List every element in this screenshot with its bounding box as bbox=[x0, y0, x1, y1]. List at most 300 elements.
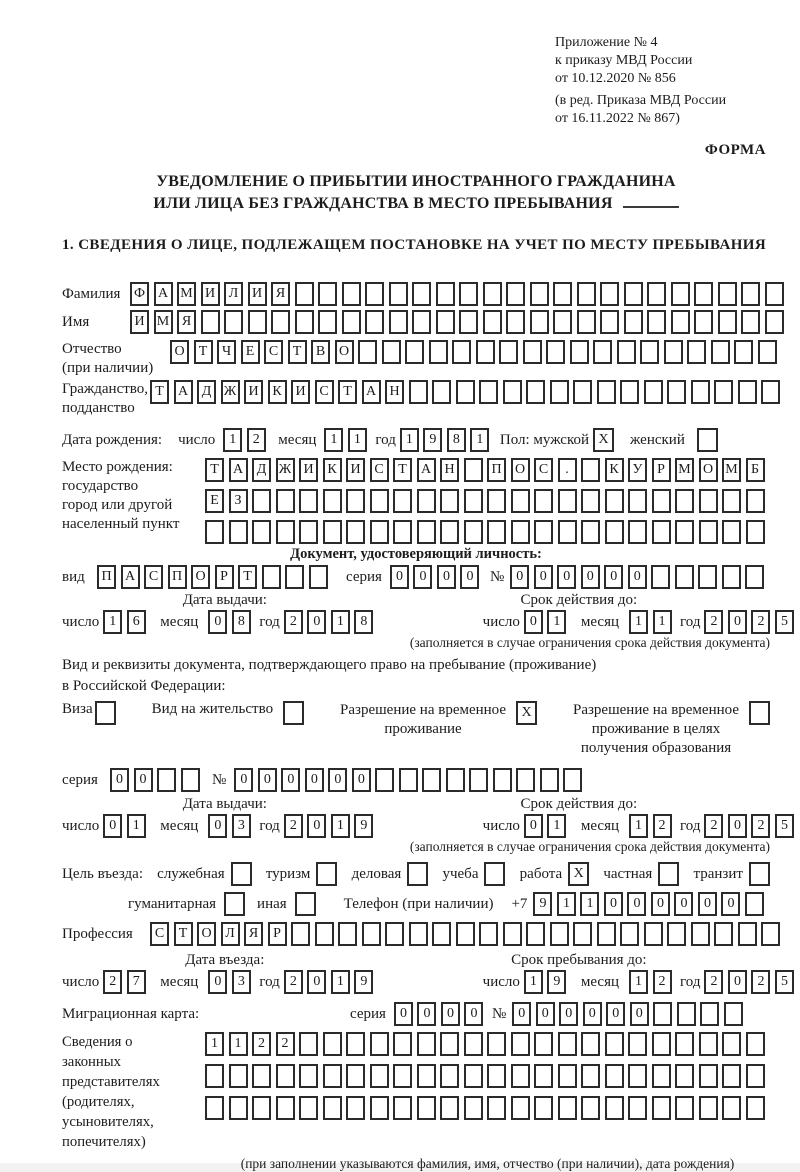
char-cell[interactable] bbox=[452, 340, 471, 364]
char-cell[interactable] bbox=[746, 520, 765, 544]
char-cell[interactable]: 0 bbox=[464, 1002, 483, 1026]
char-cell[interactable] bbox=[181, 768, 200, 792]
char-cell[interactable]: 0 bbox=[721, 892, 740, 916]
char-cell[interactable] bbox=[711, 340, 730, 364]
char-cell[interactable] bbox=[436, 282, 455, 306]
char-cell[interactable]: 2 bbox=[704, 814, 723, 838]
char-cell[interactable]: 2 bbox=[252, 1032, 271, 1056]
char-cell[interactable]: 0 bbox=[581, 565, 600, 589]
char-cell[interactable] bbox=[285, 565, 304, 589]
edu-permit-checkbox[interactable] bbox=[749, 701, 770, 725]
char-cell[interactable]: 0 bbox=[307, 814, 326, 838]
char-cell[interactable] bbox=[675, 520, 694, 544]
char-cell[interactable] bbox=[346, 489, 365, 513]
char-cell[interactable] bbox=[558, 1032, 577, 1056]
char-cell[interactable] bbox=[436, 310, 455, 334]
char-cell[interactable] bbox=[558, 1096, 577, 1120]
char-cell[interactable]: 0 bbox=[628, 565, 647, 589]
purpose-private-checkbox[interactable] bbox=[658, 862, 679, 886]
char-cell[interactable]: 0 bbox=[307, 610, 326, 634]
char-cell[interactable] bbox=[440, 489, 459, 513]
char-cell[interactable] bbox=[483, 282, 502, 306]
char-cell[interactable]: 0 bbox=[417, 1002, 436, 1026]
char-cell[interactable] bbox=[563, 768, 582, 792]
char-cell[interactable] bbox=[417, 489, 436, 513]
char-cell[interactable] bbox=[741, 282, 760, 306]
char-cell[interactable] bbox=[675, 489, 694, 513]
char-cell[interactable] bbox=[647, 282, 666, 306]
char-cell[interactable] bbox=[440, 520, 459, 544]
char-cell[interactable]: И bbox=[130, 310, 149, 334]
char-cell[interactable] bbox=[459, 282, 478, 306]
purpose-tourism-checkbox[interactable] bbox=[316, 862, 337, 886]
char-cell[interactable] bbox=[299, 489, 318, 513]
char-cell[interactable]: 0 bbox=[208, 970, 227, 994]
purpose-study-checkbox[interactable] bbox=[484, 862, 505, 886]
char-cell[interactable] bbox=[624, 310, 643, 334]
char-cell[interactable]: 1 bbox=[524, 970, 543, 994]
char-cell[interactable] bbox=[276, 520, 295, 544]
char-cell[interactable] bbox=[671, 282, 690, 306]
char-cell[interactable] bbox=[691, 922, 710, 946]
char-cell[interactable] bbox=[205, 1064, 224, 1088]
char-cell[interactable]: 1 bbox=[103, 610, 122, 634]
char-cell[interactable] bbox=[506, 310, 525, 334]
char-cell[interactable]: Ч bbox=[217, 340, 236, 364]
char-cell[interactable]: О bbox=[699, 458, 718, 482]
char-cell[interactable] bbox=[276, 1096, 295, 1120]
char-cell[interactable]: . bbox=[558, 458, 577, 482]
char-cell[interactable] bbox=[318, 310, 337, 334]
temp-permit-checkbox[interactable]: X bbox=[516, 701, 537, 725]
char-cell[interactable]: 2 bbox=[284, 610, 303, 634]
char-cell[interactable] bbox=[581, 1032, 600, 1056]
char-cell[interactable] bbox=[511, 1096, 530, 1120]
char-cell[interactable]: Ф bbox=[130, 282, 149, 306]
char-cell[interactable] bbox=[745, 565, 764, 589]
char-cell[interactable] bbox=[476, 340, 495, 364]
char-cell[interactable]: Т bbox=[194, 340, 213, 364]
char-cell[interactable]: 5 bbox=[775, 814, 794, 838]
char-cell[interactable] bbox=[534, 489, 553, 513]
char-cell[interactable] bbox=[652, 1032, 671, 1056]
char-cell[interactable] bbox=[248, 310, 267, 334]
char-cell[interactable] bbox=[346, 1064, 365, 1088]
char-cell[interactable]: 0 bbox=[583, 1002, 602, 1026]
char-cell[interactable] bbox=[318, 282, 337, 306]
char-cell[interactable] bbox=[229, 1096, 248, 1120]
char-cell[interactable] bbox=[628, 520, 647, 544]
char-cell[interactable]: 5 bbox=[775, 610, 794, 634]
purpose-transit-checkbox[interactable] bbox=[749, 862, 770, 886]
char-cell[interactable] bbox=[651, 565, 670, 589]
char-cell[interactable] bbox=[605, 1032, 624, 1056]
char-cell[interactable] bbox=[617, 340, 636, 364]
char-cell[interactable] bbox=[765, 310, 784, 334]
char-cell[interactable]: 9 bbox=[354, 814, 373, 838]
char-cell[interactable] bbox=[738, 380, 757, 404]
char-cell[interactable]: 0 bbox=[437, 565, 456, 589]
char-cell[interactable]: 1 bbox=[331, 610, 350, 634]
char-cell[interactable]: 1 bbox=[331, 970, 350, 994]
char-cell[interactable] bbox=[765, 282, 784, 306]
char-cell[interactable] bbox=[745, 892, 764, 916]
residence-permit-checkbox[interactable] bbox=[283, 701, 304, 725]
char-cell[interactable] bbox=[605, 489, 624, 513]
char-cell[interactable] bbox=[653, 1002, 672, 1026]
char-cell[interactable]: 0 bbox=[557, 565, 576, 589]
char-cell[interactable]: З bbox=[229, 489, 248, 513]
char-cell[interactable] bbox=[499, 340, 518, 364]
char-cell[interactable] bbox=[393, 1032, 412, 1056]
char-cell[interactable]: С bbox=[264, 340, 283, 364]
char-cell[interactable] bbox=[323, 1032, 342, 1056]
char-cell[interactable]: 2 bbox=[247, 428, 266, 452]
char-cell[interactable] bbox=[409, 380, 428, 404]
char-cell[interactable] bbox=[675, 565, 694, 589]
char-cell[interactable] bbox=[714, 380, 733, 404]
char-cell[interactable]: 0 bbox=[630, 1002, 649, 1026]
char-cell[interactable] bbox=[558, 520, 577, 544]
char-cell[interactable]: Н bbox=[385, 380, 404, 404]
char-cell[interactable] bbox=[550, 922, 569, 946]
char-cell[interactable] bbox=[503, 380, 522, 404]
char-cell[interactable] bbox=[323, 1064, 342, 1088]
purpose-work-checkbox[interactable]: X bbox=[568, 862, 589, 886]
char-cell[interactable]: 0 bbox=[674, 892, 693, 916]
char-cell[interactable]: 2 bbox=[704, 970, 723, 994]
char-cell[interactable]: 0 bbox=[305, 768, 324, 792]
char-cell[interactable] bbox=[734, 340, 753, 364]
char-cell[interactable] bbox=[299, 1032, 318, 1056]
char-cell[interactable]: 0 bbox=[651, 892, 670, 916]
char-cell[interactable]: П bbox=[168, 565, 187, 589]
char-cell[interactable] bbox=[417, 520, 436, 544]
char-cell[interactable] bbox=[558, 489, 577, 513]
char-cell[interactable]: 0 bbox=[103, 814, 122, 838]
char-cell[interactable]: 7 bbox=[127, 970, 146, 994]
char-cell[interactable] bbox=[577, 282, 596, 306]
char-cell[interactable]: 0 bbox=[208, 814, 227, 838]
char-cell[interactable] bbox=[229, 520, 248, 544]
char-cell[interactable] bbox=[600, 282, 619, 306]
char-cell[interactable] bbox=[323, 489, 342, 513]
char-cell[interactable] bbox=[464, 1032, 483, 1056]
char-cell[interactable]: 1 bbox=[629, 970, 648, 994]
char-cell[interactable]: 0 bbox=[534, 565, 553, 589]
char-cell[interactable]: Я bbox=[244, 922, 263, 946]
char-cell[interactable] bbox=[295, 310, 314, 334]
char-cell[interactable]: М bbox=[722, 458, 741, 482]
char-cell[interactable] bbox=[299, 520, 318, 544]
char-cell[interactable] bbox=[487, 520, 506, 544]
char-cell[interactable] bbox=[370, 520, 389, 544]
char-cell[interactable]: К bbox=[605, 458, 624, 482]
char-cell[interactable]: 1 bbox=[324, 428, 343, 452]
char-cell[interactable] bbox=[640, 340, 659, 364]
char-cell[interactable] bbox=[516, 768, 535, 792]
char-cell[interactable]: 0 bbox=[208, 610, 227, 634]
char-cell[interactable]: 0 bbox=[307, 970, 326, 994]
char-cell[interactable] bbox=[699, 489, 718, 513]
char-cell[interactable] bbox=[412, 310, 431, 334]
char-cell[interactable]: 1 bbox=[580, 892, 599, 916]
char-cell[interactable] bbox=[346, 1032, 365, 1056]
char-cell[interactable] bbox=[456, 380, 475, 404]
char-cell[interactable] bbox=[393, 1096, 412, 1120]
char-cell[interactable]: 9 bbox=[533, 892, 552, 916]
char-cell[interactable]: 0 bbox=[134, 768, 153, 792]
char-cell[interactable] bbox=[722, 489, 741, 513]
char-cell[interactable] bbox=[393, 1064, 412, 1088]
char-cell[interactable] bbox=[342, 310, 361, 334]
char-cell[interactable] bbox=[464, 1064, 483, 1088]
char-cell[interactable]: С bbox=[150, 922, 169, 946]
char-cell[interactable] bbox=[370, 489, 389, 513]
char-cell[interactable]: 0 bbox=[559, 1002, 578, 1026]
char-cell[interactable]: И bbox=[244, 380, 263, 404]
char-cell[interactable] bbox=[252, 1064, 271, 1088]
char-cell[interactable] bbox=[358, 340, 377, 364]
char-cell[interactable]: 0 bbox=[627, 892, 646, 916]
char-cell[interactable]: О bbox=[191, 565, 210, 589]
purpose-business-checkbox[interactable] bbox=[231, 862, 252, 886]
char-cell[interactable] bbox=[526, 922, 545, 946]
char-cell[interactable]: М bbox=[154, 310, 173, 334]
purpose-commercial-checkbox[interactable] bbox=[407, 862, 428, 886]
char-cell[interactable]: Т bbox=[150, 380, 169, 404]
char-cell[interactable] bbox=[511, 520, 530, 544]
char-cell[interactable] bbox=[229, 1064, 248, 1088]
char-cell[interactable]: К bbox=[268, 380, 287, 404]
char-cell[interactable]: Л bbox=[224, 282, 243, 306]
char-cell[interactable] bbox=[558, 1064, 577, 1088]
char-cell[interactable]: Р bbox=[268, 922, 287, 946]
char-cell[interactable]: У bbox=[628, 458, 647, 482]
char-cell[interactable] bbox=[479, 922, 498, 946]
char-cell[interactable] bbox=[628, 1032, 647, 1056]
char-cell[interactable]: Я bbox=[271, 282, 290, 306]
char-cell[interactable]: 1 bbox=[557, 892, 576, 916]
char-cell[interactable] bbox=[593, 340, 612, 364]
char-cell[interactable] bbox=[700, 1002, 719, 1026]
char-cell[interactable] bbox=[389, 310, 408, 334]
char-cell[interactable] bbox=[440, 1096, 459, 1120]
char-cell[interactable]: Л bbox=[221, 922, 240, 946]
char-cell[interactable] bbox=[605, 1064, 624, 1088]
char-cell[interactable] bbox=[534, 1064, 553, 1088]
char-cell[interactable]: Т bbox=[205, 458, 224, 482]
char-cell[interactable]: 0 bbox=[728, 814, 747, 838]
char-cell[interactable]: 1 bbox=[629, 814, 648, 838]
char-cell[interactable]: В bbox=[311, 340, 330, 364]
char-cell[interactable]: 9 bbox=[354, 970, 373, 994]
char-cell[interactable] bbox=[157, 768, 176, 792]
char-cell[interactable] bbox=[511, 1064, 530, 1088]
char-cell[interactable] bbox=[628, 1096, 647, 1120]
char-cell[interactable] bbox=[432, 922, 451, 946]
char-cell[interactable] bbox=[671, 310, 690, 334]
char-cell[interactable] bbox=[722, 1064, 741, 1088]
char-cell[interactable] bbox=[365, 310, 384, 334]
char-cell[interactable]: О bbox=[170, 340, 189, 364]
char-cell[interactable] bbox=[469, 768, 488, 792]
char-cell[interactable] bbox=[746, 489, 765, 513]
char-cell[interactable] bbox=[346, 520, 365, 544]
char-cell[interactable] bbox=[346, 1096, 365, 1120]
char-cell[interactable] bbox=[652, 520, 671, 544]
char-cell[interactable] bbox=[597, 922, 616, 946]
char-cell[interactable] bbox=[570, 340, 589, 364]
char-cell[interactable] bbox=[540, 768, 559, 792]
char-cell[interactable] bbox=[464, 458, 483, 482]
char-cell[interactable] bbox=[620, 922, 639, 946]
char-cell[interactable]: Н bbox=[440, 458, 459, 482]
char-cell[interactable]: 0 bbox=[460, 565, 479, 589]
char-cell[interactable] bbox=[417, 1064, 436, 1088]
char-cell[interactable]: 0 bbox=[234, 768, 253, 792]
char-cell[interactable] bbox=[600, 310, 619, 334]
char-cell[interactable] bbox=[479, 380, 498, 404]
char-cell[interactable]: 0 bbox=[352, 768, 371, 792]
char-cell[interactable] bbox=[577, 310, 596, 334]
char-cell[interactable] bbox=[647, 310, 666, 334]
char-cell[interactable]: И bbox=[299, 458, 318, 482]
char-cell[interactable]: 1 bbox=[547, 814, 566, 838]
char-cell[interactable]: 2 bbox=[103, 970, 122, 994]
char-cell[interactable] bbox=[718, 310, 737, 334]
char-cell[interactable] bbox=[483, 310, 502, 334]
char-cell[interactable] bbox=[506, 282, 525, 306]
char-cell[interactable] bbox=[698, 565, 717, 589]
char-cell[interactable] bbox=[295, 282, 314, 306]
char-cell[interactable] bbox=[315, 922, 334, 946]
char-cell[interactable]: Е bbox=[205, 489, 224, 513]
char-cell[interactable] bbox=[412, 282, 431, 306]
char-cell[interactable] bbox=[299, 1064, 318, 1088]
char-cell[interactable] bbox=[409, 922, 428, 946]
char-cell[interactable]: 2 bbox=[284, 970, 303, 994]
char-cell[interactable] bbox=[553, 282, 572, 306]
char-cell[interactable] bbox=[362, 922, 381, 946]
char-cell[interactable] bbox=[530, 310, 549, 334]
char-cell[interactable]: 0 bbox=[536, 1002, 555, 1026]
char-cell[interactable]: 1 bbox=[653, 610, 672, 634]
char-cell[interactable] bbox=[644, 922, 663, 946]
char-cell[interactable] bbox=[417, 1096, 436, 1120]
char-cell[interactable] bbox=[493, 768, 512, 792]
char-cell[interactable] bbox=[699, 1032, 718, 1056]
char-cell[interactable] bbox=[530, 282, 549, 306]
char-cell[interactable] bbox=[393, 520, 412, 544]
char-cell[interactable]: 0 bbox=[606, 1002, 625, 1026]
char-cell[interactable] bbox=[224, 310, 243, 334]
char-cell[interactable] bbox=[699, 520, 718, 544]
char-cell[interactable] bbox=[628, 1064, 647, 1088]
char-cell[interactable]: 1 bbox=[205, 1032, 224, 1056]
char-cell[interactable]: И bbox=[346, 458, 365, 482]
char-cell[interactable]: Т bbox=[174, 922, 193, 946]
char-cell[interactable] bbox=[652, 1096, 671, 1120]
char-cell[interactable]: 0 bbox=[394, 1002, 413, 1026]
char-cell[interactable] bbox=[271, 310, 290, 334]
char-cell[interactable] bbox=[573, 922, 592, 946]
char-cell[interactable]: И bbox=[248, 282, 267, 306]
char-cell[interactable]: 1 bbox=[547, 610, 566, 634]
purpose-humanitarian-checkbox[interactable] bbox=[224, 892, 245, 916]
char-cell[interactable] bbox=[534, 1096, 553, 1120]
char-cell[interactable]: 0 bbox=[728, 970, 747, 994]
char-cell[interactable]: 0 bbox=[728, 610, 747, 634]
char-cell[interactable]: К bbox=[323, 458, 342, 482]
sex-female-checkbox[interactable] bbox=[697, 428, 718, 452]
char-cell[interactable]: Т bbox=[338, 380, 357, 404]
char-cell[interactable] bbox=[365, 282, 384, 306]
char-cell[interactable] bbox=[699, 1064, 718, 1088]
char-cell[interactable]: Т bbox=[238, 565, 257, 589]
char-cell[interactable] bbox=[526, 380, 545, 404]
char-cell[interactable] bbox=[205, 520, 224, 544]
char-cell[interactable] bbox=[422, 768, 441, 792]
char-cell[interactable] bbox=[605, 520, 624, 544]
char-cell[interactable] bbox=[664, 340, 683, 364]
char-cell[interactable] bbox=[342, 282, 361, 306]
char-cell[interactable]: 0 bbox=[604, 565, 623, 589]
char-cell[interactable] bbox=[405, 340, 424, 364]
char-cell[interactable]: Ж bbox=[276, 458, 295, 482]
char-cell[interactable] bbox=[581, 489, 600, 513]
char-cell[interactable]: 1 bbox=[331, 814, 350, 838]
char-cell[interactable]: М bbox=[177, 282, 196, 306]
char-cell[interactable]: Д bbox=[197, 380, 216, 404]
char-cell[interactable]: 2 bbox=[751, 610, 770, 634]
char-cell[interactable]: Е bbox=[241, 340, 260, 364]
char-cell[interactable] bbox=[699, 1096, 718, 1120]
char-cell[interactable] bbox=[291, 922, 310, 946]
char-cell[interactable]: О bbox=[511, 458, 530, 482]
char-cell[interactable]: 0 bbox=[110, 768, 129, 792]
char-cell[interactable] bbox=[399, 768, 418, 792]
char-cell[interactable] bbox=[252, 520, 271, 544]
char-cell[interactable] bbox=[370, 1032, 389, 1056]
char-cell[interactable] bbox=[205, 1096, 224, 1120]
char-cell[interactable] bbox=[201, 310, 220, 334]
char-cell[interactable] bbox=[487, 1064, 506, 1088]
char-cell[interactable]: 0 bbox=[698, 892, 717, 916]
char-cell[interactable]: 6 bbox=[127, 610, 146, 634]
char-cell[interactable] bbox=[375, 768, 394, 792]
char-cell[interactable]: 5 bbox=[775, 970, 794, 994]
char-cell[interactable] bbox=[597, 380, 616, 404]
char-cell[interactable] bbox=[262, 565, 281, 589]
char-cell[interactable] bbox=[718, 282, 737, 306]
char-cell[interactable]: 8 bbox=[354, 610, 373, 634]
char-cell[interactable] bbox=[523, 340, 542, 364]
char-cell[interactable]: С bbox=[144, 565, 163, 589]
char-cell[interactable] bbox=[459, 310, 478, 334]
char-cell[interactable] bbox=[511, 1032, 530, 1056]
char-cell[interactable] bbox=[464, 520, 483, 544]
char-cell[interactable]: 0 bbox=[281, 768, 300, 792]
char-cell[interactable] bbox=[722, 1096, 741, 1120]
char-cell[interactable] bbox=[393, 489, 412, 513]
char-cell[interactable] bbox=[714, 922, 733, 946]
char-cell[interactable] bbox=[746, 1032, 765, 1056]
char-cell[interactable] bbox=[417, 1032, 436, 1056]
char-cell[interactable] bbox=[456, 922, 475, 946]
char-cell[interactable] bbox=[675, 1096, 694, 1120]
char-cell[interactable]: 1 bbox=[348, 428, 367, 452]
